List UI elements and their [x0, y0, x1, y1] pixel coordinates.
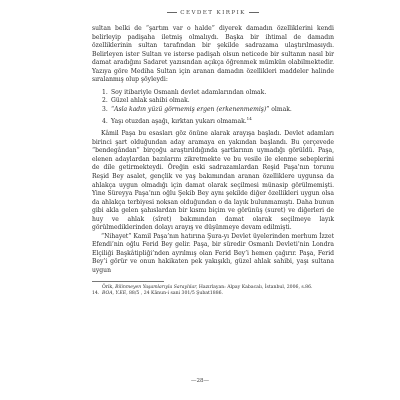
list-item — [102, 115, 334, 127]
list-number: 4. — [102, 117, 108, 125]
list-text-italic: Asla kadın yüzü görmemiş ergen (erkenenmemiş) — [114, 106, 267, 114]
requirements-list — [102, 89, 334, 126]
list-item — [102, 97, 334, 106]
footnote-text-italic: BOA, Y.EE, — [102, 290, 128, 296]
list-number: 2. — [102, 97, 108, 105]
body-paragraph-2: Kâmil Paşa bu esasları göz önüne alarak arayışa başladı. Devlet adamları birinci şart olduğundan aday aramaya en yakından başlandı. Bu çerçevede “bendegândan” birçoğu araştırıldığında şartlarının uymadığı görüldü. Paşa, elenen adaylardan bazılarını zikretmekte ve bu vesile ile elenme sebeplerini de dile getirmekteydi. Öreğin eski sadrazamlardan Reşid Paşa’nın torunu Reşid Bey asalet, gençlik ve yaş bakımından aranan özelliklere uygunsa da ahlakça uygun olmadığı için damat olarak seçilmesi münasip görülmemişti. Yine Süreyya Paşa’nın oğlu Şekib Bey aynı şekilde diğer özellikleri uygun olsa da ahlakça terbiyesi noksan olduğundan o da layık bulunmamıştı. Daha bunun gibi akla gelen şahıslardan bir kısmı biçim ve görünüş (suret) ve diğerleri de huy ve ahlak (sîret) bakımından damat olarak seçilmeye layık görülmediklerinden dolayı arayış ve düşünmeye devam edilmişti. — [92, 130, 334, 232]
list-text-after: ” olmak. — [266, 106, 292, 114]
list-text: Güzel ahlak sahibi olmak. — [111, 97, 190, 105]
list-text-open-quote: “ — [111, 106, 115, 114]
footnote-text — [102, 291, 223, 297]
footnote-number: 14. — [92, 290, 100, 296]
footnote-text-after: 88/5 , 24 Kânun-i sani 301/5 Şubat1886. — [127, 290, 224, 296]
footnote — [92, 291, 334, 297]
list-text: Soy itibariyle Osmanlı devlet adamlarından olmak. — [111, 88, 267, 96]
page-number: —28— — [190, 378, 210, 384]
footnote-text-italic: Bilinmeyen Yaşamlarıyla Saraylılar, — [115, 284, 198, 290]
header-dash-right — [249, 12, 259, 13]
running-title: CEVDET KIRPIK — [180, 10, 246, 16]
body-paragraph-1: sultan belki de “şartım var o halde” diyerek damadın özelliklerini kendi belirleyip padişaha iletmiş olmalıydı. Başka bir ihtimal de damadın özelliklerinin sultan tarafından bir şekilde sadrazama ulaştırılmasıydı. Belirleyen ister Sultan ve isterse padişah olsun neticede bir sultanın nasıl bir damat aradığını Sadaret yazısından açıkça öğrenmek mümkün olabilmektedir. Yazıya göre Mediha Sultan için aranan damadın özellikleri maddeler halinde sıralanmış olup şöyleydi: — [92, 25, 334, 84]
list-item — [102, 89, 334, 98]
running-header — [92, 10, 334, 16]
footnote-text-plain: Örik, — [102, 284, 116, 290]
list-item — [102, 106, 334, 115]
list-number: 1. — [102, 88, 108, 96]
book-page — [92, 10, 334, 297]
footnote-divider — [92, 281, 164, 282]
footnote-ref: 14 — [246, 115, 252, 121]
footnote-text-after: Hazırlayan: Alpay Kabacalı, İstanbul, 2006, s.86. — [197, 284, 313, 290]
list-number: 3. — [102, 106, 108, 114]
list-text: Yaşı otuzdan aşağı, kırktan yukarı olmamak. — [111, 117, 247, 125]
header-dash-left — [167, 12, 177, 13]
body-paragraph-3: “Nihayet” Kamil Paşa’nın hatırına Şura-yı Devlet üyelerinden merhum İzzet Efendi’nin oğlu Ferid Bey gelir. Paşa, bir süredir Osmanlı Devleti’nin Londra Elçiliği Başkâtipliği’nden ayrılmış olan Ferid Bey’i hemen çağırır. Paşa, Ferid Bey’i görür ve onun hakikaten pek yakışıklı, güzel ahlak sahibi, yaşı sultana uygun — [92, 232, 334, 274]
